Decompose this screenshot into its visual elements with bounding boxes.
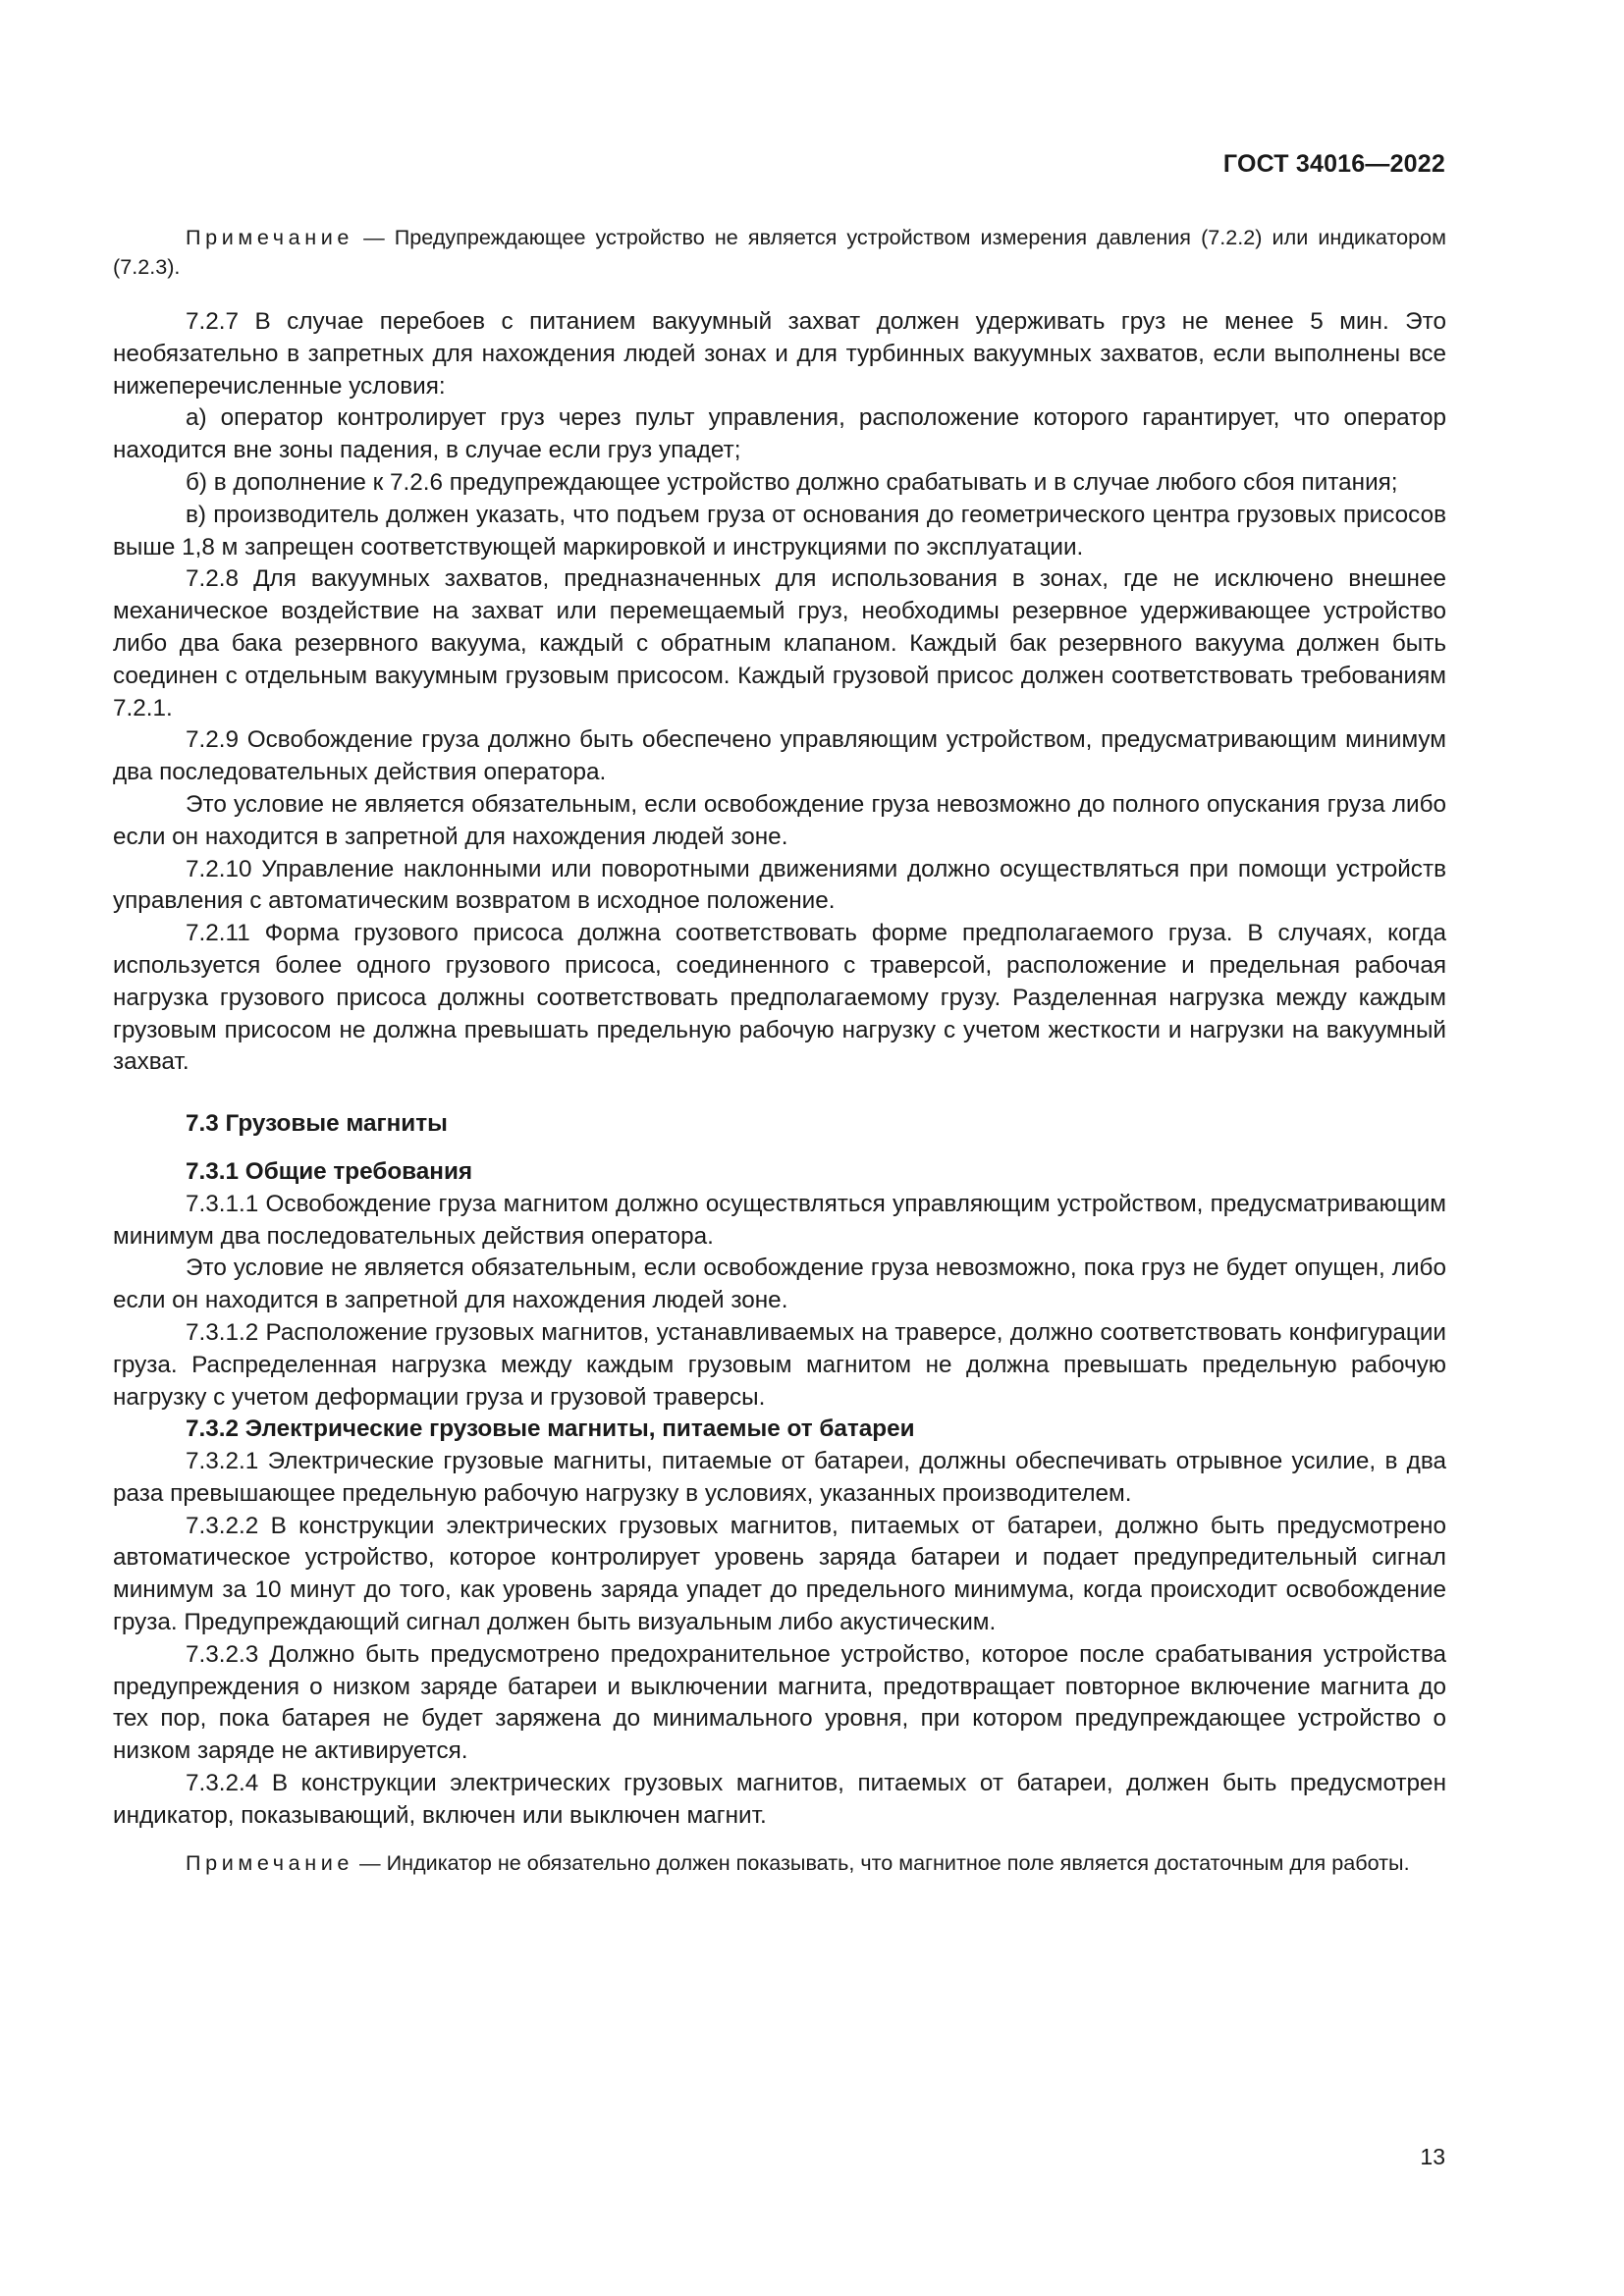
clause-7-2-8: 7.2.8 Для вакуумных захватов, предназначенных для использования в зонах, где не исключено внешнее механическое воздействие на захват или перемещаемый груз, необходимы резервное удерживающее устройство либо два бака резервного вакуума, каждый с обратным клапаном. Каждый бак резервного вакуума должен быть соединен с отдельным вакуумным грузовым присосом. Каждый грузовой присос должен соответствовать требованиям 7.2.1. (113, 565, 1446, 721)
note-paragraph (113, 223, 1446, 281)
clause-7-2-9-exception: Это условие не является обязательным, если освобождение груза невозможно до полного опускания груза либо если он находится в запретной для нахождения людей зоне. (113, 790, 1446, 850)
note-text: — Предупреждающее устройство не является устройством измерения давления (7.2.2) или индикатором (7.2.3). (113, 225, 1446, 279)
subsection-heading-7-3-1: 7.3.1 Общие требования (186, 1157, 473, 1185)
clause-7-2-10: 7.2.10 Управление наклонными или поворотными движениями должно осуществляться при помощи устройств управления с автоматическим возвратом в исходное положение. (113, 855, 1446, 915)
standard-header: ГОСТ 34016—2022 (1222, 150, 1445, 178)
condition-a: а) оператор контролирует груз через пульт управления, расположение которого гарантирует, что оператор находится вне зоны падения, в случае если груз упадет; (113, 404, 1446, 464)
clause-7-3-2-1: 7.3.2.1 Электрические грузовые магниты, питаемые от батареи, должны обеспечивать отрывное усилие, в два раза превышающее предельную рабочую нагрузку в условиях, указанных производителем. (113, 1448, 1446, 1507)
clause-7-3-1-1: 7.3.1.1 Освобождение груза магнитом должно осуществляться управляющим устройством, предусматривающим минимум два последовательных действия оператора. (113, 1190, 1446, 1250)
clause-7-2-11: 7.2.11 Форма грузового присоса должна соответствовать форме предполагаемого груза. В случаях, когда используется более одного грузового присоса, соединенного с траверсой, расположение и предельная рабочая нагрузка грузового присоса должны соответствовать предполагаемому грузу. Разделенная нагрузка между каждым грузовым присосом не должна превышать предельную рабочую нагрузку с учетом жесткости и нагрузки на вакуумный захват. (113, 920, 1446, 1076)
note-label: Примечание (186, 1849, 353, 1875)
note-label: Примечание (186, 225, 353, 249)
section-heading-7-3: 7.3 Грузовые магниты (186, 1110, 448, 1138)
condition-c: в) производитель должен указать, что подъем груза от основания до геометрического центра грузовых присосов выше 1,8 м запрещен соответствующей маркировкой и инструкциями по эксплуатации. (113, 501, 1446, 561)
note-text: — Индикатор не обязательно должен показывать, что магнитное поле является достаточным для работы. (353, 1849, 1410, 1875)
clause-7-3-2-3: 7.3.2.3 Должно быть предусмотрено предохранительное устройство, которое после срабатывания устройства предупреждения о низком заряде батареи и выключении магнита, предотвращает повторное включение магнита до тех пор, пока батарея не будет заряжена до минимального уровня, при котором предупреждающее устройство о низком заряде не активируется. (113, 1640, 1446, 1765)
note-paragraph-2 (113, 1848, 1446, 1878)
clause-7-2-9: 7.2.9 Освобождение груза должно быть обеспечено управляющим устройством, предусматривающим минимум два последовательных действия оператора. (113, 726, 1446, 786)
clause-7-3-2-2: 7.3.2.2 В конструкции электрических грузовых магнитов, питаемых от батареи, должно быть предусмотрено автоматическое устройство, которое контролирует уровень заряда батареи и подает предупредительный сигнал минимум за 10 минут до того, как уровень заряда упадет до предельного минимума, когда происходит освобождение груза. Предупреждающий сигнал должен быть визуальным либо акустическим. (113, 1512, 1446, 1636)
clause-7-2-7: 7.2.7 В случае перебоев с питанием вакуумный захват должен удерживать груз не менее 5 мин. Это необязательно в запретных для нахождения людей зонах и для турбинных вакуумных захватов, если выполнены все нижеперечисленные условия: (113, 308, 1446, 400)
subsection-heading-7-3-2: 7.3.2 Электрические грузовые магниты, питаемые от батареи (186, 1415, 915, 1443)
clause-7-3-1-2: 7.3.1.2 Расположение грузовых магнитов, устанавливаемых на траверсе, должно соответствовать конфигурации груза. Распределенная нагрузка между каждым грузовым магнитом не должна превышать предельную рабочую нагрузку с учетом деформации груза и грузовой траверсы. (113, 1318, 1446, 1411)
page-number: 13 (1420, 2144, 1445, 2169)
condition-b: б) в дополнение к 7.2.6 предупреждающее устройство должно срабатывать и в случае любого сбоя питания; (186, 468, 1398, 496)
clause-7-3-2-4: 7.3.2.4 В конструкции электрических грузовых магнитов, питаемых от батареи, должен быть предусмотрен индикатор, показывающий, включен или выключен магнит. (113, 1770, 1446, 1829)
page-body (113, 223, 1446, 1877)
clause-7-3-1-1-exception: Это условие не является обязательным, если освобождение груза невозможно, пока груз не будет опущен, либо если он находится в запретной для нахождения людей зоне. (113, 1255, 1446, 1314)
